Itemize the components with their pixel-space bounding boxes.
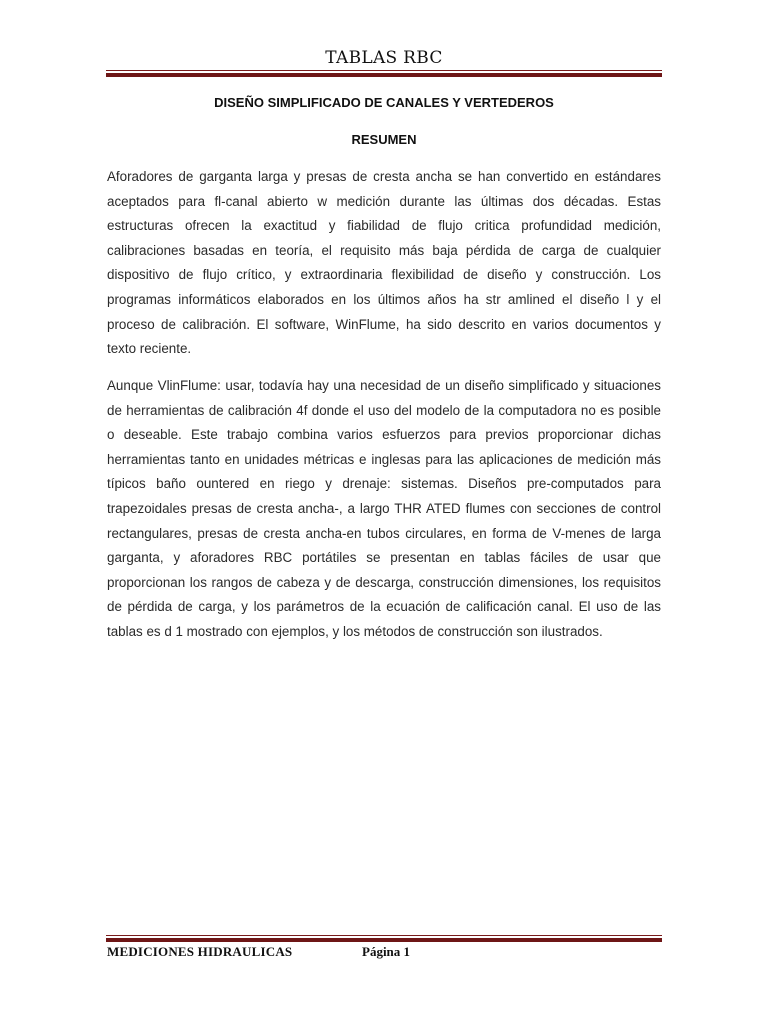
body-paragraph-2: Aunque VlinFlume: usar, todavía hay una necesidad de un diseño simplificado y situaciones de herramientas de calibración 4f donde el uso del modelo de la computadora no es posible o deseable. Este trabajo combina varios esfuerzos para previos proporcionar dichas herramientas tanto en unidades métricas e inglesas para las aplicaciones de medición más típicos baño ountered en riego y drenaje: sistemas. Diseños pre-computados para trapezoidales presas de cresta ancha-, a largo THR ATED flumes con secciones de control rectangulares, presas de cresta ancha-en tubos circulares, en forma de V-menes de larga garganta, y aforadores RBC portátiles se presentan en tablas fáciles de usar que proporcionan los rangos de cabeza y de descarga, construcción dimensiones, los requisitos de pérdida de carga, y los parámetros de la ecuación de calificación canal. El uso de las tablas es d 1 mostrado con ejemplos, y los métodos de construcción son ilustrados. xyxy=(107,378,661,639)
footer-text: MEDICIONES HIDRAULICAS xyxy=(107,944,293,959)
footer-rule-thick xyxy=(106,938,662,942)
page-number: Página 1 xyxy=(362,944,411,959)
header-title: TABLAS RBC xyxy=(325,48,443,68)
header-rule-thin xyxy=(106,70,662,71)
header-rule-thick xyxy=(106,73,662,77)
section-heading: RESUMEN xyxy=(351,132,417,147)
footer-rule-thin xyxy=(106,935,662,936)
document-title: DISEÑO SIMPLIFICADO DE CANALES Y VERTEDEROS xyxy=(214,95,554,110)
body-paragraph-1: Aforadores de garganta larga y presas de cresta ancha se han convertido en estándares aceptados para fl-canal abierto w medición durante las últimas dos décadas. Estas estructuras ofrecen la exactitud y fiabilidad de flujo critica profundidad medición, calibraciones basadas en teoría, el requisito más baja pérdida de carga de cualquier dispositivo de flujo crítico, y extraordinaria flexibilidad de diseño y construcción. Los programas informáticos elaborados en los últimos años ha str amlined el diseño l y el proceso de calibración. El software, WinFlume, ha sido descrito en varios documentos y texto reciente. xyxy=(107,169,661,357)
